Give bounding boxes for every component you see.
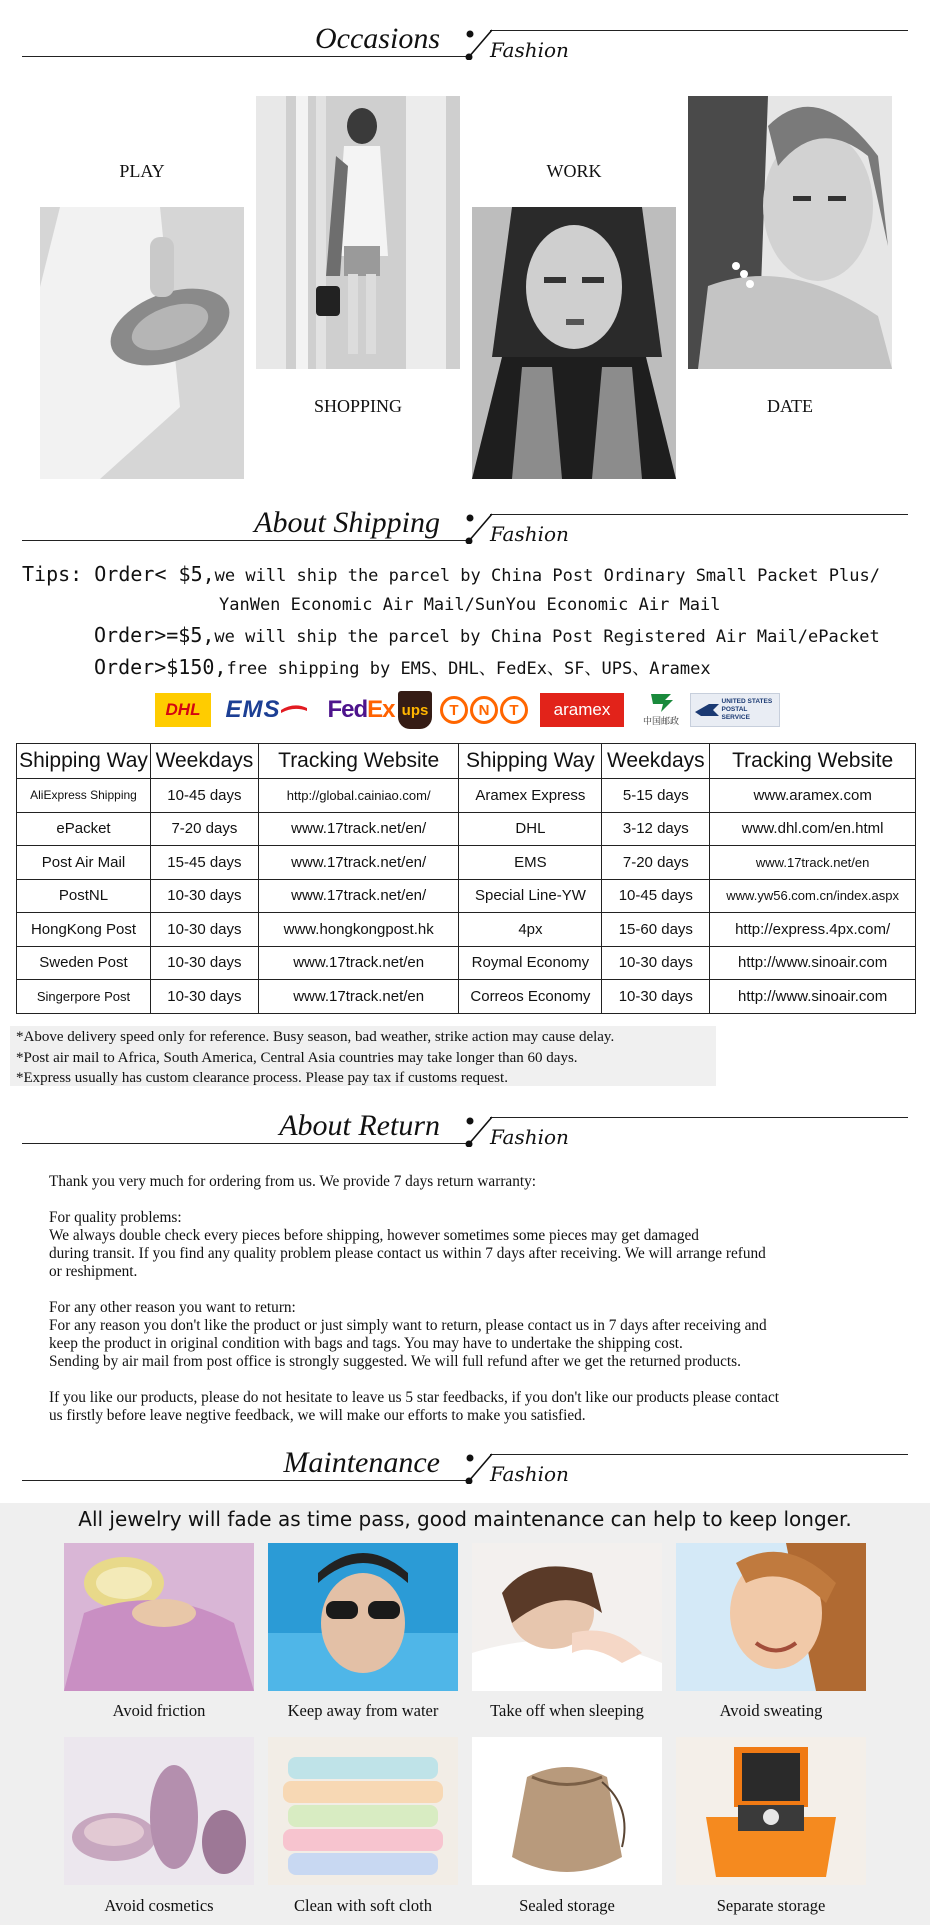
- table-row: [17, 879, 916, 913]
- photo-shopping-image: [256, 96, 460, 369]
- other-reason-heading: For any other reason you want to return:: [49, 1299, 296, 1316]
- photo-separate-storage: [676, 1737, 866, 1885]
- photo-sealed-storage: [472, 1737, 662, 1885]
- shipping-way-cell: HongKong Post: [17, 913, 151, 947]
- caption-avoid-friction: Avoid friction: [112, 1701, 206, 1720]
- shipping-way-cell: Correos Economy: [459, 980, 602, 1014]
- tracking-website-cell: www.aramex.com: [710, 779, 916, 813]
- shipping-way-cell: Singerpore Post: [17, 980, 151, 1014]
- ems-logo-text: EMS: [225, 696, 281, 723]
- header-rule-bottom: [22, 56, 472, 57]
- weekdays-cell: 10-30 days: [150, 879, 258, 913]
- shipping-way-cell: Roymal Economy: [459, 946, 602, 980]
- dhl-logo: [155, 693, 211, 727]
- fedex-ex: Ex: [367, 696, 395, 723]
- feedback-line: us firstly before leave negtive feedback, we will make our efforts to make you satisfied.: [49, 1407, 586, 1424]
- quality-line: or reshipment.: [49, 1263, 138, 1280]
- caption-take-off-sleeping: Take off when sleeping: [490, 1701, 644, 1720]
- header-rule-top: [490, 30, 908, 31]
- return-intro: Thank you very much for ordering from us. We provide 7 days return warranty:: [49, 1173, 536, 1190]
- column-header: Shipping Way: [17, 744, 151, 779]
- occasion-label-work: WORK: [546, 161, 602, 181]
- ems-logo: [217, 693, 315, 727]
- photo-clean-soft-cloth: [268, 1737, 458, 1885]
- section-header-shipping: [0, 492, 930, 552]
- weekdays-cell: 10-30 days: [150, 946, 258, 980]
- aramex-logo: [540, 693, 624, 727]
- weekdays-cell: 3-12 days: [602, 812, 710, 846]
- weekdays-cell: 5-15 days: [602, 779, 710, 813]
- shipping-way-cell: Sweden Post: [17, 946, 151, 980]
- weekdays-cell: 10-45 days: [602, 879, 710, 913]
- dhl-logo-text: DHL: [165, 700, 201, 719]
- tracking-website-cell: www.hongkongpost.hk: [258, 913, 459, 947]
- shipping-way-cell: ePacket: [17, 812, 151, 846]
- photo-work-image: [472, 207, 676, 479]
- caption-separate-storage: Separate storage: [716, 1896, 826, 1915]
- tip-text: YanWen Economic Air Mail/SunYou Economic Air Mail: [219, 595, 721, 615]
- tip-line-4: [94, 654, 711, 679]
- fedex-logo: [327, 693, 395, 727]
- tip-order-over-5: Order>=$5,: [94, 623, 215, 647]
- tracking-website-cell: http://www.sinoair.com: [710, 980, 916, 1014]
- column-header: Weekdays: [150, 744, 258, 779]
- photo-avoid-cosmetics: [64, 1737, 254, 1885]
- table-row: [17, 946, 916, 980]
- photo-keep-away-water: [268, 1543, 458, 1691]
- table-row: [17, 913, 916, 947]
- header-rule-top: [490, 1117, 908, 1118]
- section-title: Maintenance: [283, 1446, 440, 1479]
- shipping-way-cell: PostNL: [17, 879, 151, 913]
- header-rule-top: [490, 514, 908, 515]
- box-image: [676, 1737, 866, 1885]
- photo-play: [40, 207, 244, 479]
- photo-take-off-sleeping: [472, 1543, 662, 1691]
- section-subtitle: Fashion: [490, 1125, 569, 1149]
- section-title: About Shipping: [254, 506, 440, 539]
- photo-play-image: [40, 207, 244, 479]
- tnt-letter-n: N: [470, 696, 498, 724]
- other-reason-line: For any reason you don't like the product or just simply want to return, please contact us in 7 days after receiving and: [49, 1317, 767, 1334]
- cosmetics-image: [64, 1737, 254, 1885]
- table-row: [17, 779, 916, 813]
- header-rule-top: [490, 1454, 908, 1455]
- other-reason-line: keep the product in original condition with bags and tags. You may have to undertake the shipping cost.: [49, 1335, 683, 1352]
- table-header-row: [17, 744, 916, 779]
- other-reason-line: Sending by air mail from post office is strongly suggested. We will full refund after we get the returned products.: [49, 1353, 741, 1370]
- usps-logo: [690, 693, 780, 727]
- section-header-return: [0, 1095, 930, 1155]
- fedex-fed: Fed: [327, 696, 368, 723]
- tip-text: we will ship the parcel by China Post Registered Air Mail/ePacket: [214, 627, 880, 647]
- caption-clean-soft-cloth: Clean with soft cloth: [294, 1896, 432, 1915]
- photo-avoid-sweating: [676, 1543, 866, 1691]
- caption-avoid-sweating: Avoid sweating: [719, 1701, 823, 1720]
- shipping-way-cell: Post Air Mail: [17, 846, 151, 880]
- caption-keep-away-water: Keep away from water: [287, 1701, 439, 1720]
- header-rule-bottom: [22, 1143, 472, 1144]
- weekdays-cell: 15-45 days: [150, 846, 258, 880]
- section-subtitle: Fashion: [490, 38, 569, 62]
- section-header-occasions: [0, 8, 930, 68]
- tracking-website-cell: www.yw56.com.cn/index.aspx: [710, 879, 916, 913]
- section-title: About Return: [279, 1109, 440, 1142]
- china-post-text: 中国邮政: [642, 715, 679, 726]
- note-line: *Above delivery speed only for reference. Busy season, bad weather, strike action may cause delay.: [16, 1029, 615, 1045]
- ups-logo: [398, 691, 432, 729]
- quality-heading: For quality problems:: [49, 1209, 182, 1226]
- friction-image: [64, 1543, 254, 1691]
- shipping-way-cell: Special Line-YW: [459, 879, 602, 913]
- header-rule-bottom: [22, 1480, 472, 1481]
- tnt-letter-t2: T: [500, 696, 528, 724]
- section-title: Occasions: [315, 22, 440, 55]
- section-subtitle: Fashion: [490, 522, 569, 546]
- tnt-letter-t1: T: [440, 696, 468, 724]
- tracking-website-cell: www.17track.net/en: [258, 946, 459, 980]
- shipping-way-cell: 4px: [459, 913, 602, 947]
- usps-eagle-icon: [695, 702, 719, 718]
- table-row: [17, 812, 916, 846]
- ems-swoosh-icon: [281, 702, 307, 718]
- table-row: [17, 846, 916, 880]
- tip-order-over-150: Order>$150,: [94, 655, 227, 679]
- tracking-website-cell: http://www.sinoair.com: [710, 946, 916, 980]
- note-line: *Post air mail to Africa, South America, Central Asia countries may take longer than 60 days.: [16, 1049, 578, 1066]
- quality-line: We always double check every pieces before shipping, however sometimes some pieces may get damaged: [49, 1227, 699, 1244]
- tracking-website-cell: www.17track.net/en/: [258, 879, 459, 913]
- delivery-notes: [10, 1026, 716, 1086]
- tip-text: free shipping by EMS、DHL、FedEx、SF、UPS、Aramex: [226, 659, 711, 679]
- occasion-label-shopping: SHOPPING: [313, 396, 403, 416]
- weekdays-cell: 10-45 days: [150, 779, 258, 813]
- weekdays-cell: 10-30 days: [150, 913, 258, 947]
- occasion-label-date: DATE: [767, 396, 813, 416]
- feedback-line: If you like our products, please do not hesitate to leave us 5 star feedbacks, if you don't like our products please contact: [49, 1389, 779, 1406]
- shipping-way-cell: DHL: [459, 812, 602, 846]
- ups-logo-text: ups: [401, 701, 429, 719]
- section-header-maintenance: [0, 1432, 930, 1492]
- shipping-table: [16, 743, 916, 1014]
- tracking-website-cell: http://express.4px.com/: [710, 913, 916, 947]
- header-rule-bottom: [22, 540, 472, 541]
- shipping-way-cell: AliExpress Shipping: [17, 779, 151, 813]
- tracking-website-cell: www.17track.net/en/: [258, 846, 459, 880]
- tracking-website-cell: http://global.cainiao.com/: [258, 779, 459, 813]
- usps-text: UNITED STATES POSTAL SERVICE: [721, 698, 773, 721]
- return-policy-text: [49, 1173, 909, 1425]
- photo-avoid-friction: [64, 1543, 254, 1691]
- weekdays-cell: 10-30 days: [602, 980, 710, 1014]
- water-image: [268, 1543, 458, 1691]
- tracking-website-cell: www.17track.net/en: [710, 846, 916, 880]
- photo-date-image: [688, 96, 892, 369]
- note-line: *Express usually has custom clearance process. Please pay tax if customs request.: [16, 1070, 508, 1086]
- weekdays-cell: 10-30 days: [602, 946, 710, 980]
- weekdays-cell: 10-30 days: [150, 980, 258, 1014]
- weekdays-cell: 15-60 days: [602, 913, 710, 947]
- column-header: Shipping Way: [459, 744, 602, 779]
- tip-order-under-5: Tips: Order< $5,: [22, 562, 215, 586]
- shipping-way-cell: Aramex Express: [459, 779, 602, 813]
- tracking-website-cell: www.17track.net/en: [258, 980, 459, 1014]
- table-row: [17, 980, 916, 1014]
- cloth-image: [268, 1737, 458, 1885]
- section-subtitle: Fashion: [490, 1462, 569, 1486]
- photo-date: [688, 96, 892, 369]
- china-post-icon: [647, 690, 675, 714]
- weekdays-cell: 7-20 days: [602, 846, 710, 880]
- tip-text: we will ship the parcel by China Post Ordinary Small Packet Plus/: [214, 566, 880, 586]
- caption-sealed-storage: Sealed storage: [519, 1896, 615, 1915]
- column-header: Weekdays: [602, 744, 710, 779]
- china-post-logo: [640, 688, 682, 728]
- maintenance-headline: All jewelry will fade as time pass, good maintenance can help to keep longer.: [78, 1507, 852, 1531]
- column-header: Tracking Website: [710, 744, 916, 779]
- tip-line-1: [22, 562, 880, 586]
- quality-line: during transit. If you find any quality problem please contact us within 7 days after receiving. We will arrange refund: [49, 1245, 766, 1262]
- weekdays-cell: 7-20 days: [150, 812, 258, 846]
- tnt-logo: [438, 693, 530, 727]
- tip-line-2: [219, 595, 721, 615]
- aramex-logo-text: aramex: [553, 700, 611, 719]
- occasion-label-play: PLAY: [119, 161, 165, 181]
- tracking-website-cell: www.dhl.com/en.html: [710, 812, 916, 846]
- photo-shopping: [256, 96, 460, 369]
- column-header: Tracking Website: [258, 744, 459, 779]
- sleeping-image: [472, 1543, 662, 1691]
- caption-avoid-cosmetics: Avoid cosmetics: [104, 1896, 214, 1915]
- tip-line-3: [94, 623, 880, 647]
- tracking-website-cell: www.17track.net/en/: [258, 812, 459, 846]
- pouch-image: [472, 1737, 662, 1885]
- sweating-image: [676, 1543, 866, 1691]
- shipping-way-cell: EMS: [459, 846, 602, 880]
- photo-work: [472, 207, 676, 479]
